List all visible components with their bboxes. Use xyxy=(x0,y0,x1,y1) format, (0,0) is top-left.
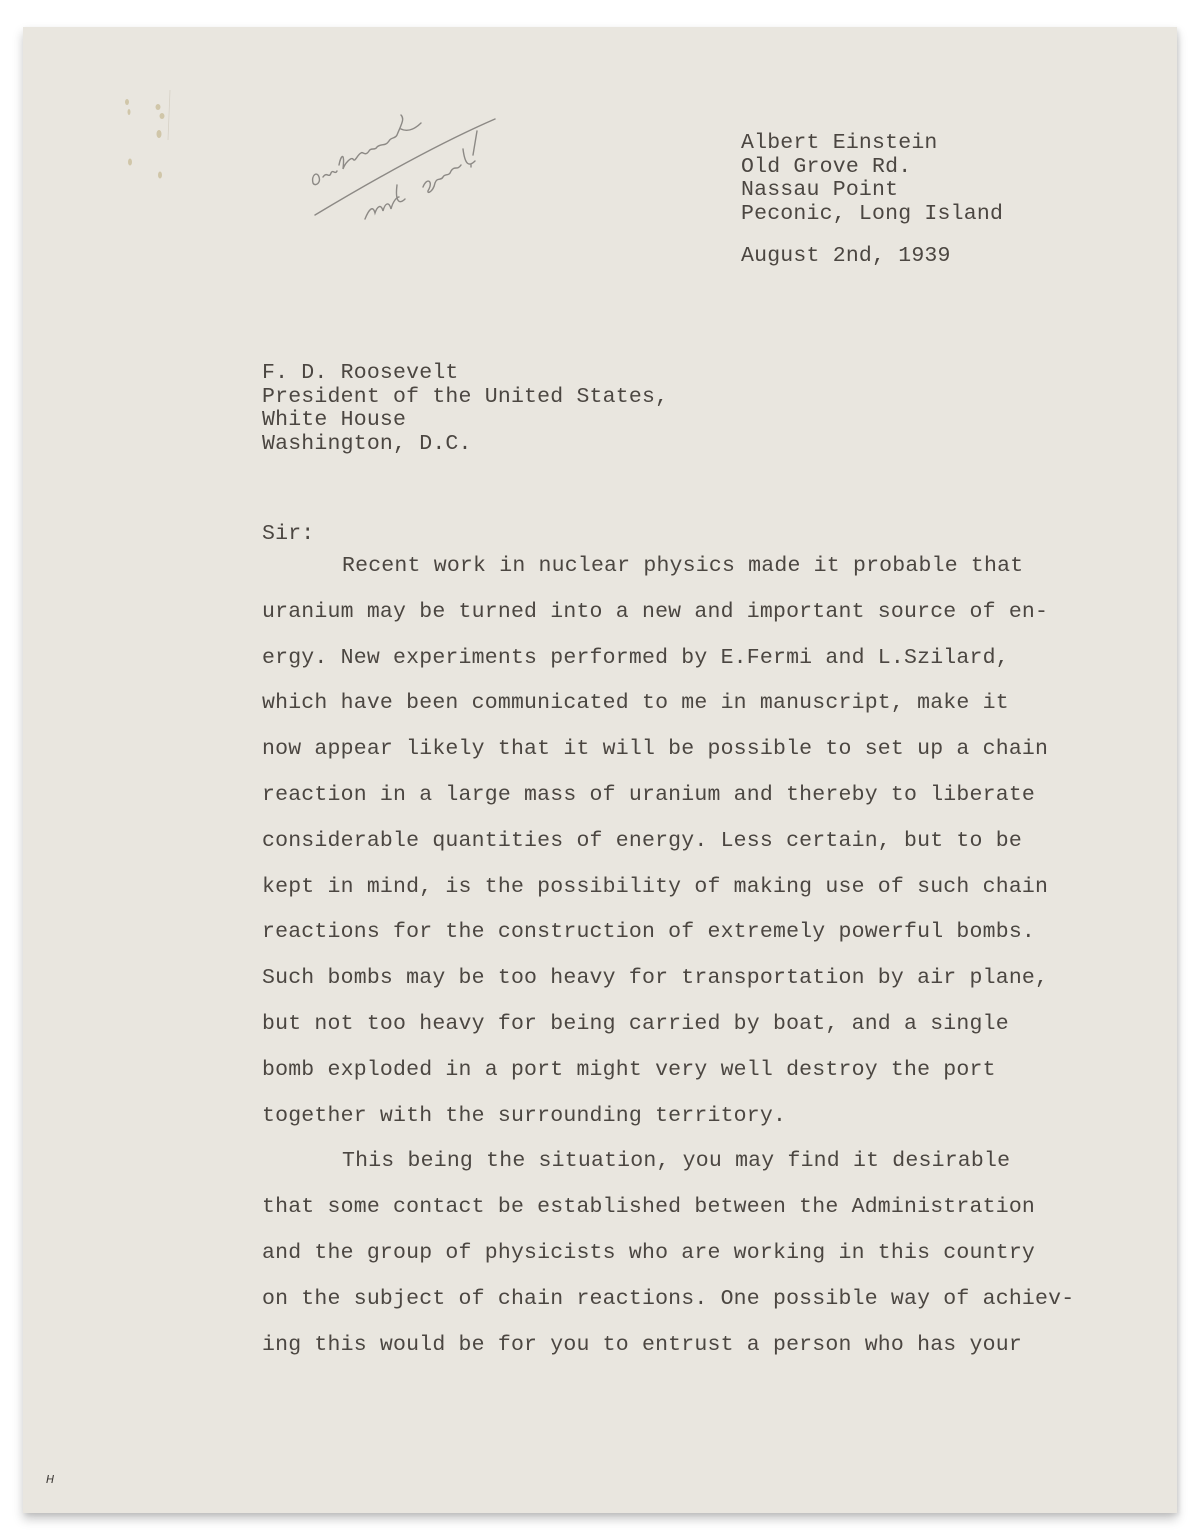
letter-body xyxy=(262,544,1074,1368)
sender-line: Old Grove Rd. xyxy=(741,154,912,179)
recipient-line: White House xyxy=(262,408,407,432)
sender-line: Nassau Point xyxy=(741,178,899,202)
sender-address xyxy=(741,132,1003,226)
recipient-address xyxy=(262,362,668,456)
body-line: reaction in a large mass of uranium and thereby to liberate xyxy=(262,782,1036,807)
recipient-line: F. D. Roosevelt xyxy=(262,361,459,385)
recipient-line: President of the United States, xyxy=(262,384,669,409)
body-line: and the group of physicists who are working in this country xyxy=(262,1240,1036,1265)
body-line: Such bombs may be too heavy for transportation by air plane, xyxy=(262,966,1049,991)
body-line: considerable quantities of energy. Less certain, but to be xyxy=(262,828,1022,853)
body-line: bomb exploded in a port might very well destroy the port xyxy=(262,1057,996,1082)
handwritten-note xyxy=(305,85,505,225)
body-line: Recent work in nuclear physics made it probable that xyxy=(342,554,1024,578)
body-line: together with the surrounding territory. xyxy=(262,1103,787,1128)
letter-date: August 2nd, 1939 xyxy=(741,244,951,268)
salutation: Sir: xyxy=(262,522,315,546)
corner-mark: H xyxy=(46,1473,55,1486)
sender-line: Albert Einstein xyxy=(741,131,938,155)
recipient-line: Washington, D.C. xyxy=(262,431,472,456)
sender-line: Peconic, Long Island xyxy=(741,201,1004,226)
body-line: ing this would be for you to entrust a person who has your xyxy=(262,1332,1022,1357)
body-line: kept in mind, is the possibility of making use of such chain xyxy=(262,874,1049,899)
body-line: on the subject of chain reactions. One possible way of achiev- xyxy=(262,1286,1075,1311)
body-line: now appear likely that it will be possible to set up a chain xyxy=(262,737,1049,762)
body-line: uranium may be turned into a new and important source of en- xyxy=(262,599,1049,624)
body-line: This being the situation, you may find it desirable xyxy=(342,1149,1011,1174)
body-line: ergy. New experiments performed by E.Fermi and L.Szilard, xyxy=(262,645,1009,670)
body-line: but not too heavy for being carried by boat, and a single xyxy=(262,1011,1009,1036)
body-line: reactions for the construction of extremely powerful bombs. xyxy=(262,920,1036,945)
pin-marks-icon xyxy=(118,90,178,190)
body-line: that some contact be established between the Administration xyxy=(262,1195,1036,1220)
body-line: which have been communicated to me in manuscript, make it xyxy=(262,691,1009,716)
